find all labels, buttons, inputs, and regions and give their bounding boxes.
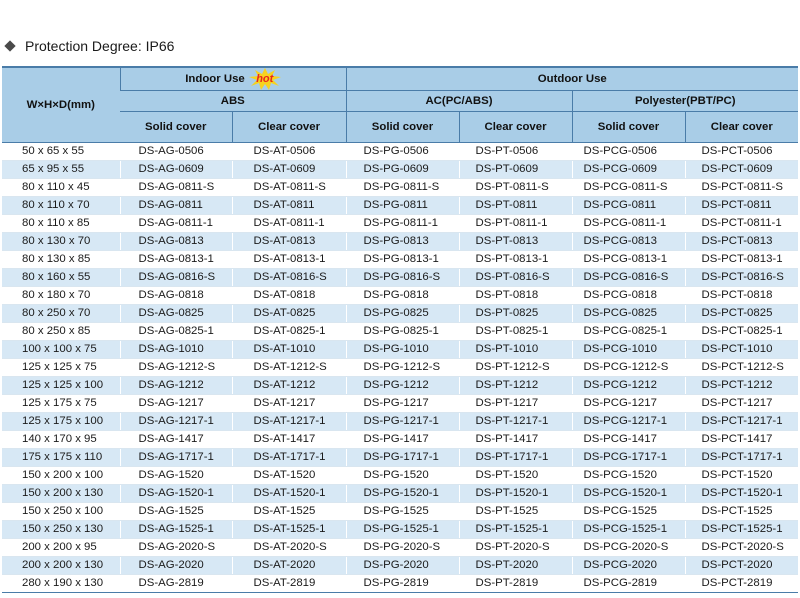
abs-clear-cell: DS-AT-1212-S: [232, 359, 346, 377]
ac-solid-cell: DS-PG-0825: [346, 305, 459, 323]
ac-clear-cell: DS-PT-1212-S: [459, 359, 572, 377]
polyester-clear-cell: DS-PCT-1212: [685, 377, 798, 395]
abs-solid-cell: DS-AG-1212: [120, 377, 232, 395]
ac-clear-cell: DS-PT-1417: [459, 431, 572, 449]
abs-solid-cell: DS-AG-2819: [120, 575, 232, 593]
abs-clear-cell: DS-AT-0811-1: [232, 215, 346, 233]
abs-solid-cell: DS-AG-0506: [120, 143, 232, 161]
ac-clear-cover-header: Clear cover: [459, 112, 572, 143]
table-row: [2, 413, 798, 431]
dimensions-cell: 175 x 175 x 110: [2, 449, 120, 467]
ac-solid-cell: DS-PG-0813-1: [346, 251, 459, 269]
abs-clear-cell: DS-AT-1525-1: [232, 521, 346, 539]
table-row: [2, 449, 798, 467]
abs-clear-cell: DS-AT-1217-1: [232, 413, 346, 431]
ac-clear-cell: DS-PT-0813-1: [459, 251, 572, 269]
diamond-bullet-icon: [4, 40, 15, 51]
polyester-clear-cell: DS-PCT-1525: [685, 503, 798, 521]
section-heading: [6, 38, 174, 54]
abs-clear-cell: DS-AT-0609: [232, 161, 346, 179]
polyester-solid-cell: DS-PCG-2819: [572, 575, 685, 593]
table-row: [2, 197, 798, 215]
ac-solid-cell: DS-PG-1010: [346, 341, 459, 359]
ac-clear-cell: DS-PT-1212: [459, 377, 572, 395]
abs-clear-cell: DS-AT-0816-S: [232, 269, 346, 287]
polyester-solid-cell: DS-PCG-1525: [572, 503, 685, 521]
polyester-clear-cell: DS-PCT-0818: [685, 287, 798, 305]
polyester-solid-cell: DS-PCG-0825-1: [572, 323, 685, 341]
dimensions-cell: 125 x 175 x 100: [2, 413, 120, 431]
ac-solid-cell: DS-PG-1212: [346, 377, 459, 395]
dimensions-cell: 200 x 200 x 130: [2, 557, 120, 575]
table-row: [2, 467, 798, 485]
ac-clear-cell: DS-PT-0813: [459, 233, 572, 251]
ac-clear-cell: DS-PT-1525-1: [459, 521, 572, 539]
ac-clear-cell: DS-PT-0811-1: [459, 215, 572, 233]
ac-solid-cell: DS-PG-1525: [346, 503, 459, 521]
ac-clear-cell: DS-PT-1525: [459, 503, 572, 521]
ac-solid-cell: DS-PG-2020: [346, 557, 459, 575]
abs-clear-cell: DS-AT-1520: [232, 467, 346, 485]
ac-clear-cell: DS-PT-1717-1: [459, 449, 572, 467]
ac-clear-cell: DS-PT-2819: [459, 575, 572, 593]
ac-solid-cell: DS-PG-1717-1: [346, 449, 459, 467]
abs-solid-cell: DS-AG-1525: [120, 503, 232, 521]
dimensions-cell: 100 x 100 x 75: [2, 341, 120, 359]
abs-solid-cell: DS-AG-0811-1: [120, 215, 232, 233]
dimensions-cell: 80 x 250 x 85: [2, 323, 120, 341]
polyester-solid-cell: DS-PCG-1217-1: [572, 413, 685, 431]
dimensions-cell: 80 x 180 x 70: [2, 287, 120, 305]
polyester-solid-cell: DS-PCG-0811: [572, 197, 685, 215]
table-row: [2, 359, 798, 377]
polyester-clear-cell: DS-PCT-0816-S: [685, 269, 798, 287]
polyester-clear-cell: DS-PCT-0609: [685, 161, 798, 179]
ac-clear-cell: DS-PT-0811-S: [459, 179, 572, 197]
indoor-use-label: Indoor Use: [185, 73, 245, 86]
polyester-clear-cell: DS-PCT-1212-S: [685, 359, 798, 377]
polyester-solid-cell: DS-PCG-0609: [572, 161, 685, 179]
ac-solid-cell: DS-PG-1525-1: [346, 521, 459, 539]
table-row: [2, 575, 798, 593]
outdoor-use-header: Outdoor Use: [346, 67, 798, 91]
abs-clear-cell: DS-AT-1212: [232, 377, 346, 395]
table-row: [2, 503, 798, 521]
ac-solid-cell: DS-PG-0609: [346, 161, 459, 179]
dimensions-cell: 80 x 130 x 70: [2, 233, 120, 251]
polyester-clear-cell: DS-PCT-1525-1: [685, 521, 798, 539]
polyester-solid-cell: DS-PCG-0506: [572, 143, 685, 161]
abs-header: ABS: [120, 91, 346, 112]
table-row: [2, 215, 798, 233]
product-table: [2, 66, 798, 593]
abs-solid-cell: DS-AG-1717-1: [120, 449, 232, 467]
ac-solid-cell: DS-PG-1520: [346, 467, 459, 485]
ac-header: AC(PC/ABS): [346, 91, 572, 112]
polyester-clear-cell: DS-PCT-0825: [685, 305, 798, 323]
abs-solid-cell: DS-AG-0609: [120, 161, 232, 179]
abs-clear-cell: DS-AT-0811: [232, 197, 346, 215]
table-row: [2, 233, 798, 251]
table-body: [2, 143, 798, 593]
ac-solid-cell: DS-PG-1217: [346, 395, 459, 413]
dimensions-cell: 80 x 110 x 70: [2, 197, 120, 215]
hot-badge: [249, 68, 281, 90]
polyester-solid-cell: DS-PCG-0811-S: [572, 179, 685, 197]
polyester-clear-cell: DS-PCT-1010: [685, 341, 798, 359]
polyester-solid-cell: DS-PCG-1217: [572, 395, 685, 413]
abs-clear-cell: DS-AT-1010: [232, 341, 346, 359]
dimensions-cell: 80 x 250 x 70: [2, 305, 120, 323]
dimensions-cell: 150 x 250 x 130: [2, 521, 120, 539]
abs-solid-cell: DS-AG-1525-1: [120, 521, 232, 539]
abs-clear-cell: DS-AT-2020-S: [232, 539, 346, 557]
ac-clear-cell: DS-PT-1520: [459, 467, 572, 485]
polyester-clear-cell: DS-PCT-2020: [685, 557, 798, 575]
abs-solid-cell: DS-AG-0813-1: [120, 251, 232, 269]
table-row: [2, 161, 798, 179]
ac-solid-cell: DS-PG-1217-1: [346, 413, 459, 431]
table-row: [2, 287, 798, 305]
ac-clear-cell: DS-PT-0825-1: [459, 323, 572, 341]
ac-solid-cell: DS-PG-0811-S: [346, 179, 459, 197]
table-row: [2, 305, 798, 323]
polyester-solid-cell: DS-PCG-0813: [572, 233, 685, 251]
table-row: [2, 377, 798, 395]
table-row: [2, 521, 798, 539]
polyester-solid-cell: DS-PCG-1417: [572, 431, 685, 449]
abs-solid-cell: DS-AG-1212-S: [120, 359, 232, 377]
ac-solid-cell: DS-PG-0816-S: [346, 269, 459, 287]
abs-solid-cell: DS-AG-0816-S: [120, 269, 232, 287]
ac-solid-cell: DS-PG-0818: [346, 287, 459, 305]
abs-solid-cell: DS-AG-1520: [120, 467, 232, 485]
polyester-solid-cell: DS-PCG-1520-1: [572, 485, 685, 503]
polyester-clear-cell: DS-PCT-0811-S: [685, 179, 798, 197]
abs-solid-cell: DS-AG-0811-S: [120, 179, 232, 197]
polyester-clear-cell: DS-PCT-0506: [685, 143, 798, 161]
polyester-solid-cell: DS-PCG-1212: [572, 377, 685, 395]
ac-solid-cover-header: Solid cover: [346, 112, 459, 143]
abs-clear-cell: DS-AT-2819: [232, 575, 346, 593]
abs-clear-cell: DS-AT-1717-1: [232, 449, 346, 467]
abs-solid-cell: DS-AG-0811: [120, 197, 232, 215]
table-row: [2, 341, 798, 359]
ac-clear-cell: DS-PT-1217: [459, 395, 572, 413]
abs-clear-cell: DS-AT-0506: [232, 143, 346, 161]
abs-clear-cell: DS-AT-0813: [232, 233, 346, 251]
table-row: [2, 557, 798, 575]
dimensions-cell: 125 x 175 x 75: [2, 395, 120, 413]
polyester-clear-cell: DS-PCT-0825-1: [685, 323, 798, 341]
abs-clear-cell: DS-AT-0825: [232, 305, 346, 323]
ac-clear-cell: DS-PT-2020-S: [459, 539, 572, 557]
indoor-use-header: [120, 67, 346, 91]
ac-clear-cell: DS-PT-0506: [459, 143, 572, 161]
abs-solid-cell: DS-AG-0825: [120, 305, 232, 323]
abs-clear-cell: DS-AT-0811-S: [232, 179, 346, 197]
dimensions-cell: 125 x 125 x 75: [2, 359, 120, 377]
polyester-clear-cell: DS-PCT-0813: [685, 233, 798, 251]
dimensions-cell: 50 x 65 x 55: [2, 143, 120, 161]
abs-clear-cover-header: Clear cover: [232, 112, 346, 143]
polyester-clear-cell: DS-PCT-0811-1: [685, 215, 798, 233]
polyester-header: Polyester(PBT/PC): [572, 91, 798, 112]
polyester-solid-cell: DS-PCG-1212-S: [572, 359, 685, 377]
ac-clear-cell: DS-PT-0816-S: [459, 269, 572, 287]
ac-solid-cell: DS-PG-0811-1: [346, 215, 459, 233]
section-heading-text: Protection Degree: IP66: [25, 38, 175, 54]
table-row: [2, 251, 798, 269]
polyester-clear-cell: DS-PCT-1520-1: [685, 485, 798, 503]
dimensions-cell: 150 x 200 x 100: [2, 467, 120, 485]
abs-solid-cell: DS-AG-2020-S: [120, 539, 232, 557]
abs-solid-cell: DS-AG-1010: [120, 341, 232, 359]
dimensions-cell: 150 x 200 x 130: [2, 485, 120, 503]
ac-solid-cell: DS-PG-0811: [346, 197, 459, 215]
polyester-clear-cover-header: Clear cover: [685, 112, 798, 143]
dimensions-cell: 80 x 130 x 85: [2, 251, 120, 269]
abs-solid-cell: DS-AG-2020: [120, 557, 232, 575]
table-row: [2, 539, 798, 557]
dimensions-cell: 200 x 200 x 95: [2, 539, 120, 557]
polyester-clear-cell: DS-PCT-1217: [685, 395, 798, 413]
abs-clear-cell: DS-AT-1217: [232, 395, 346, 413]
polyester-solid-cover-header: Solid cover: [572, 112, 685, 143]
polyester-clear-cell: DS-PCT-0811: [685, 197, 798, 215]
polyester-clear-cell: DS-PCT-1217-1: [685, 413, 798, 431]
table-row: [2, 179, 798, 197]
abs-clear-cell: DS-AT-1417: [232, 431, 346, 449]
dimensions-cell: 140 x 170 x 95: [2, 431, 120, 449]
abs-solid-cell: DS-AG-1217: [120, 395, 232, 413]
ac-solid-cell: DS-PG-2819: [346, 575, 459, 593]
table-row: [2, 395, 798, 413]
ac-clear-cell: DS-PT-1217-1: [459, 413, 572, 431]
polyester-solid-cell: DS-PCG-1520: [572, 467, 685, 485]
dimensions-cell: 80 x 110 x 45: [2, 179, 120, 197]
hot-badge-label: hot: [256, 73, 274, 85]
abs-clear-cell: DS-AT-2020: [232, 557, 346, 575]
ac-solid-cell: DS-PG-1417: [346, 431, 459, 449]
abs-solid-cell: DS-AG-1417: [120, 431, 232, 449]
polyester-solid-cell: DS-PCG-1717-1: [572, 449, 685, 467]
polyester-clear-cell: DS-PCT-2819: [685, 575, 798, 593]
polyester-clear-cell: DS-PCT-2020-S: [685, 539, 798, 557]
abs-solid-cell: DS-AG-0818: [120, 287, 232, 305]
abs-clear-cell: DS-AT-0818: [232, 287, 346, 305]
ac-solid-cell: DS-PG-2020-S: [346, 539, 459, 557]
abs-clear-cell: DS-AT-0813-1: [232, 251, 346, 269]
dimensions-cell: 80 x 160 x 55: [2, 269, 120, 287]
polyester-solid-cell: DS-PCG-1010: [572, 341, 685, 359]
ac-solid-cell: DS-PG-0506: [346, 143, 459, 161]
polyester-solid-cell: DS-PCG-0825: [572, 305, 685, 323]
polyester-solid-cell: DS-PCG-0813-1: [572, 251, 685, 269]
dimensions-header: W×H×D(mm): [2, 67, 120, 143]
polyester-solid-cell: DS-PCG-1525-1: [572, 521, 685, 539]
polyester-solid-cell: DS-PCG-0818: [572, 287, 685, 305]
ac-clear-cell: DS-PT-0825: [459, 305, 572, 323]
table-row: [2, 485, 798, 503]
ac-clear-cell: DS-PT-0609: [459, 161, 572, 179]
abs-solid-cell: DS-AG-1520-1: [120, 485, 232, 503]
ac-solid-cell: DS-PG-0813: [346, 233, 459, 251]
ac-solid-cell: DS-PG-1212-S: [346, 359, 459, 377]
polyester-solid-cell: DS-PCG-2020-S: [572, 539, 685, 557]
abs-clear-cell: DS-AT-0825-1: [232, 323, 346, 341]
polyester-solid-cell: DS-PCG-0816-S: [572, 269, 685, 287]
abs-solid-cell: DS-AG-0813: [120, 233, 232, 251]
ac-clear-cell: DS-PT-1010: [459, 341, 572, 359]
table-row: [2, 269, 798, 287]
dimensions-cell: 125 x 125 x 100: [2, 377, 120, 395]
polyester-clear-cell: DS-PCT-1417: [685, 431, 798, 449]
ac-clear-cell: DS-PT-2020: [459, 557, 572, 575]
abs-solid-cell: DS-AG-1217-1: [120, 413, 232, 431]
ac-clear-cell: DS-PT-0811: [459, 197, 572, 215]
polyester-solid-cell: DS-PCG-2020: [572, 557, 685, 575]
ac-clear-cell: DS-PT-0818: [459, 287, 572, 305]
table-row: [2, 143, 798, 161]
polyester-solid-cell: DS-PCG-0811-1: [572, 215, 685, 233]
table-row: [2, 323, 798, 341]
table-row: [2, 431, 798, 449]
polyester-clear-cell: DS-PCT-0813-1: [685, 251, 798, 269]
ac-solid-cell: DS-PG-0825-1: [346, 323, 459, 341]
dimensions-cell: 280 x 190 x 130: [2, 575, 120, 593]
ac-solid-cell: DS-PG-1520-1: [346, 485, 459, 503]
polyester-clear-cell: DS-PCT-1520: [685, 467, 798, 485]
polyester-clear-cell: DS-PCT-1717-1: [685, 449, 798, 467]
dimensions-cell: 65 x 95 x 55: [2, 161, 120, 179]
dimensions-cell: 80 x 110 x 85: [2, 215, 120, 233]
abs-solid-cover-header: Solid cover: [120, 112, 232, 143]
ac-clear-cell: DS-PT-1520-1: [459, 485, 572, 503]
abs-clear-cell: DS-AT-1520-1: [232, 485, 346, 503]
dimensions-cell: 150 x 250 x 100: [2, 503, 120, 521]
abs-clear-cell: DS-AT-1525: [232, 503, 346, 521]
abs-solid-cell: DS-AG-0825-1: [120, 323, 232, 341]
